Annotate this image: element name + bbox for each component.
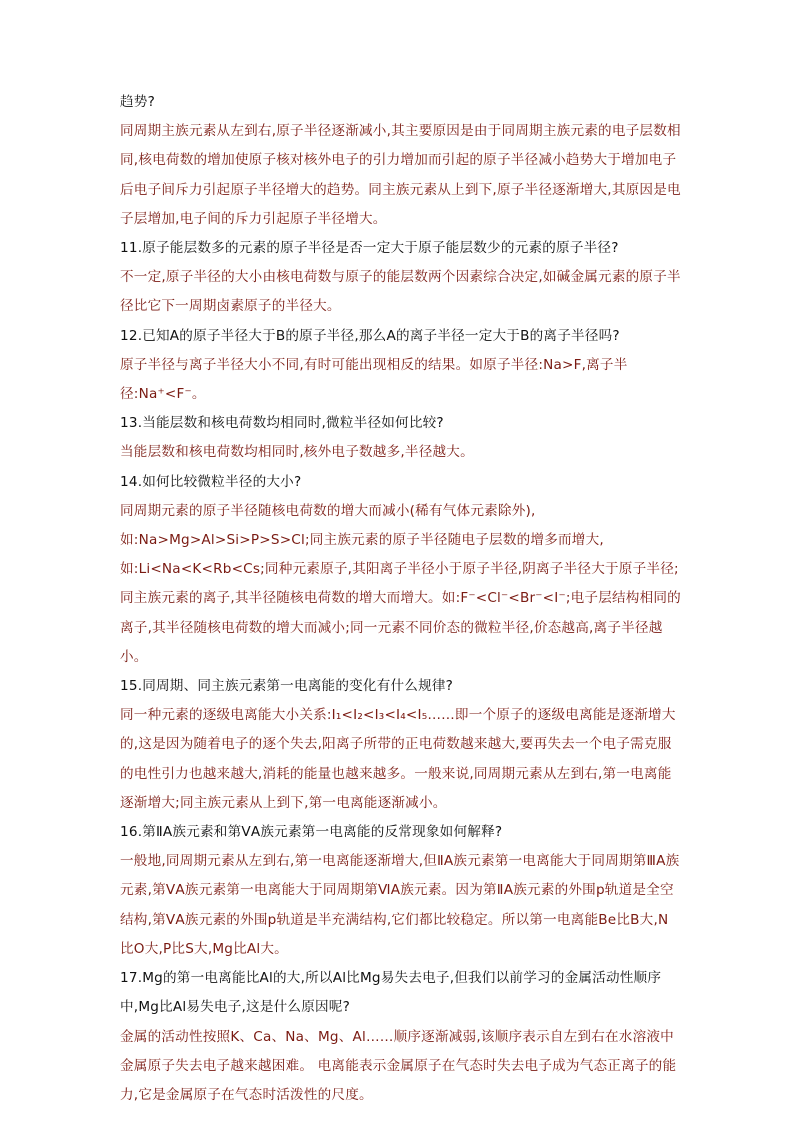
answer-14: 同周期元素的原子半径随核电荷数的增大而减小(稀有气体元素除外),如:Na>Mg>Al>Si>P>S>Cl;同主族元素的原子半径随电子层数的增多而增大,如:Li<Na<K<Rb<Cs;同种元素原子,其阳离子半径小于原子半径,阴离子半径大于原子半径;同主族元素的离子,其半径随核电荷数的增大而增大。如:F⁻<Cl⁻<Br⁻<I⁻;电子层结构相同的离子,其半径随核电荷数的增大而减小;同一元素不同价态的微粒半径,价态越高,离子半径越小。: [120, 502, 681, 665]
answer-15: 同一种元素的逐级电离能大小关系:I₁<I₂<I₃<I₄<I₅……即一个原子的逐级电离能是逐渐增大的,这是因为随着电子的逐个失去,阳离子所带的正电荷数越来越大,要再失去一个电子需克服的电性引力也越来越大,消耗的能量也越来越多。一般来说,同周期元素从左到右,第一电离能逐渐增大;同主族元素从上到下,第一电离能逐渐减小。: [120, 707, 676, 811]
question-10-tail: 趋势?: [120, 94, 156, 110]
answer-10: 同周期主族元素从左到右,原子半径逐渐减小,其主要原因是由于同周期主族元素的电子层数相同,核电荷数的增加使原子核对核外电子的引力增加而引起的原子半径减小趋势大于增加电子后电子间斥力引起原子半径增大的趋势。同主族元素从上到下,原子半径逐渐增大,其原因是电子层增加,电子间的斥力引起原子半径增大。: [120, 123, 681, 227]
answer-11: 不一定,原子半径的大小由核电荷数与原子的能层数两个因素综合决定,如碱金属元素的原子半径比它下一周期卤素原子的半径大。: [120, 269, 681, 315]
answer-16: 一般地,同周期元素从左到右,第一电离能逐渐增大,但ⅡA族元素第一电离能大于同周期第ⅢA族元素,第ⅤA族元素第一电离能大于同周期第ⅥA族元素。因为第ⅡA族元素的外围p轨道是全空结构,第ⅤA族元素的外围p轨道是半充满结构,它们都比较稳定。所以第一电离能Be比B大,N比O大,P比S大,Mg比Al大。: [120, 853, 680, 957]
document-page: [120, 88, 682, 1110]
question-16: 16.第ⅡA族元素和第ⅤA族元素第一电离能的反常现象如何解释?: [120, 824, 503, 841]
question-13: 13.当能层数和核电荷数均相同时,微粒半径如何比较?: [120, 415, 444, 432]
question-17: 17.Mg的第一电离能比Al的大,所以Al比Mg易失去电子,但我们以前学习的金属活动性顺序中,Mg比Al易失电子,这是什么原因呢?: [120, 970, 662, 1016]
answer-17: 金属的活动性按照K、Ca、Na、Mg、Al……顺序逐渐减弱,该顺序表示自左到右在水溶液中金属原子失去电子越来越困难。 电离能表示金属原子在气态时失去电子成为气态正离子的能力,它是金属原子在气态时活泼性的尺度。: [120, 1028, 677, 1103]
question-12: 12.已知A的原子半径大于B的原子半径,那么A的离子半径一定大于B的离子半径吗?: [120, 327, 620, 344]
question-11: 11.原子能层数多的元素的原子半径是否一定大于原子能层数少的元素的原子半径?: [120, 240, 619, 257]
question-14: 14.如何比较微粒半径的大小?: [120, 473, 302, 490]
answer-13: 当能层数和核电荷数均相同时,核外电子数越多,半径越大。: [120, 444, 474, 461]
answer-12: 原子半径与离子半径大小不同,有时可能出现相反的结果。如原子半径:Na>F,离子半径:Na⁺<F⁻。: [120, 356, 628, 403]
question-15: 15.同周期、同主族元素第一电离能的变化有什么规律?: [120, 678, 454, 695]
